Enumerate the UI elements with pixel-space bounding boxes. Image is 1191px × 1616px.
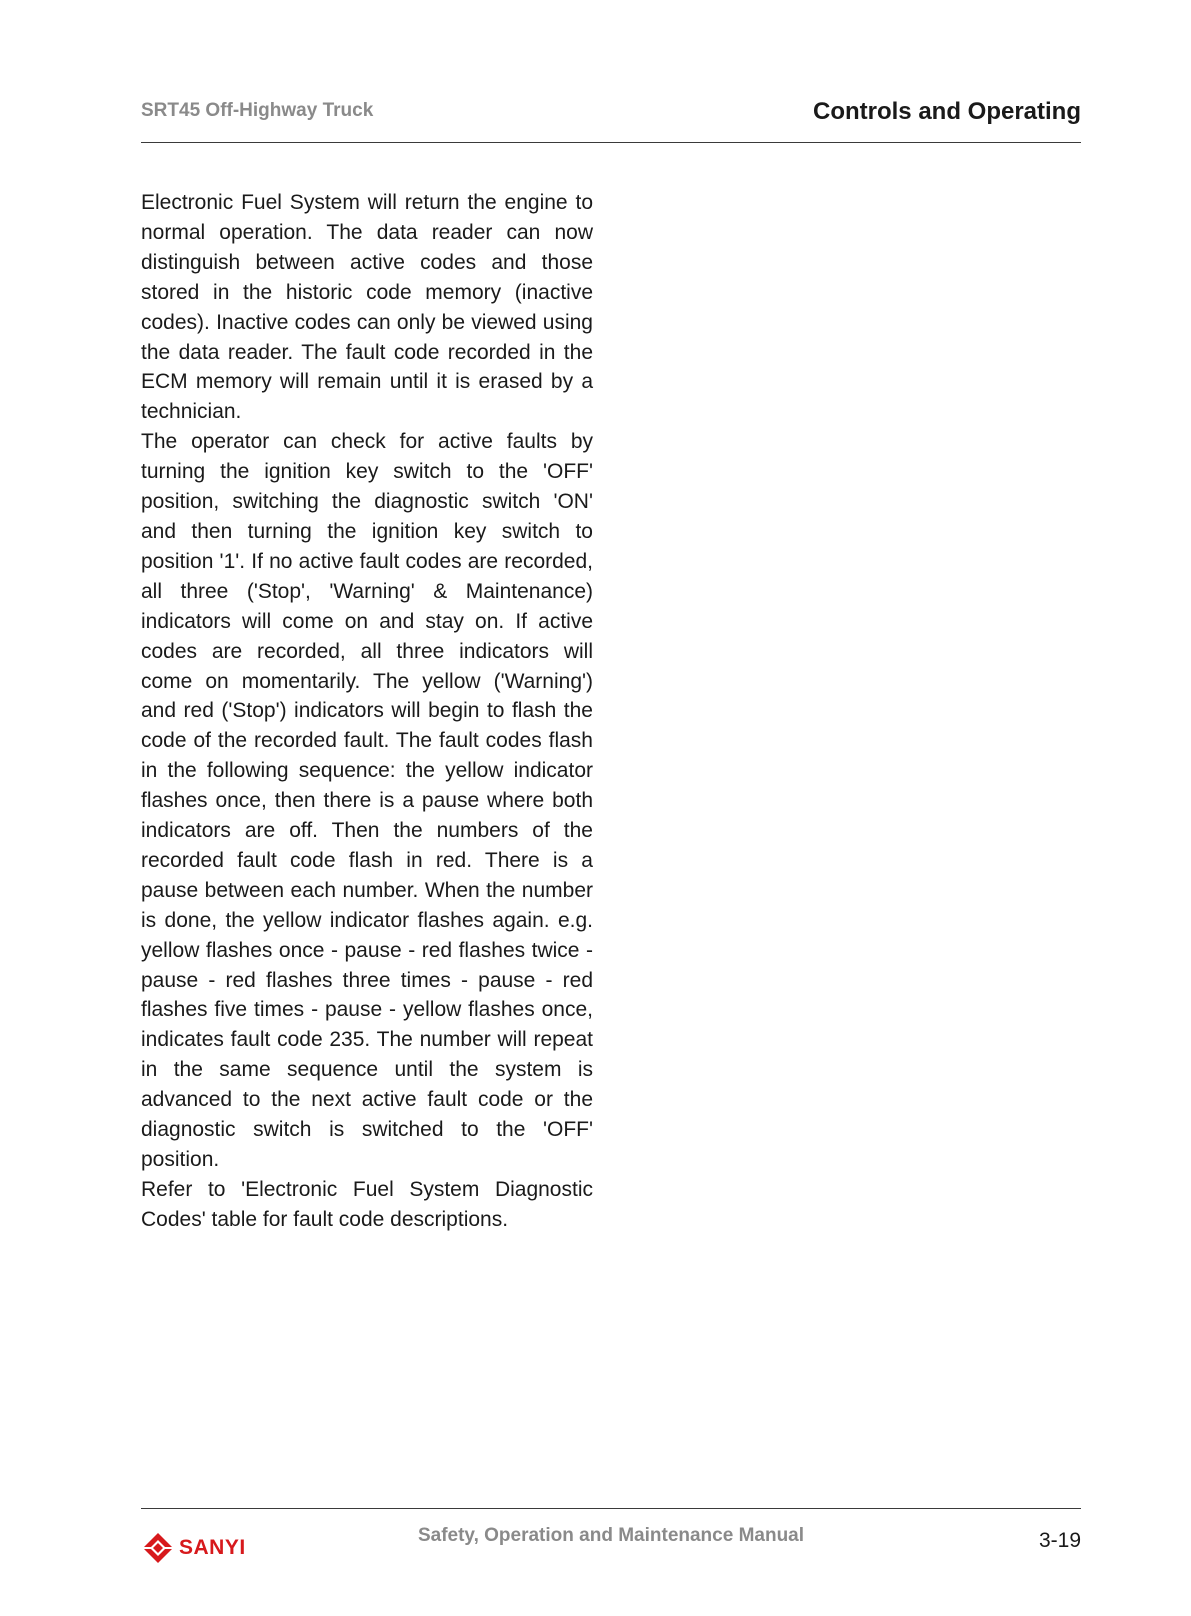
section-title: Controls and Operating: [812, 98, 1081, 125]
paragraph: Electronic Fuel System will return the engine to normal operation. The data reader can now distinguish between active codes and those stored in the historic code memory (inactive codes). Inactive codes can only be viewed using the data reader. The fault code recorded in the ECM memory will remain until it is erased by a technician.: [141, 191, 593, 424]
sanyi-logo: [141, 1531, 246, 1565]
manual-title: Safety, Operation and Maintenance Manual: [417, 1525, 805, 1546]
document-title: SRT45 Off-Highway Truck: [141, 100, 374, 121]
page-header: [141, 96, 1081, 143]
paragraph: Refer to 'Electronic Fuel System Diagnostic Codes' table for fault code descriptions.: [141, 1177, 593, 1231]
page-footer: [141, 1508, 1081, 1569]
logo-text: SANYI: [179, 1536, 246, 1559]
page-number: 3-19: [1038, 1529, 1081, 1552]
paragraph: The operator can check for active faults by turning the ignition key switch to the 'OFF' position, switching the diagnostic switch 'ON' and then turning the ignition key switch to position '1'. If no active fault codes are recorded, all three ('Stop', 'Warning' & Maintenance) indicators will come on and stay on. If active codes are recorded, all three indicators will come on momentarily. The yellow ('Warning') and red ('Stop') indicators will begin to flash the code of the recorded fault. The fault codes flash in the following sequence: the yellow indicator flashes once, then there is a pause where both indicators are off. Then the numbers of the recorded fault code flash in red. There is a pause between each number. When the number is done, the yellow indicator flashes again. e.g. yellow flashes once - pause - red flashes twice - pause - red flashes three times - pause - red flashes five times - pause - yellow flashes once, indicates fault code 235. The number will repeat in the same sequence until the system is advanced to the next active fault code or the diagnostic switch is switched to the 'OFF' position.: [141, 430, 593, 1171]
sanyi-logo-icon: [141, 1531, 175, 1565]
body-text: [141, 188, 593, 1235]
